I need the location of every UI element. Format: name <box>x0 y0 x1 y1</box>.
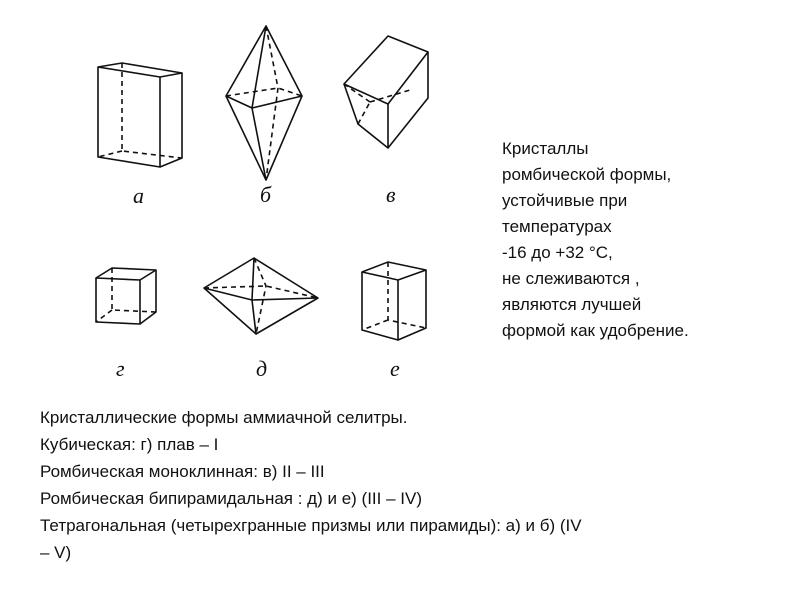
forms-list <box>40 404 780 566</box>
forms-list-item: Ромбическая моноклинная: в) II – III <box>40 462 325 481</box>
crystal-label-e: е <box>390 356 400 381</box>
crystal-label-d: д <box>256 356 268 381</box>
side-text-line: ромбической формы, <box>502 165 672 184</box>
side-text-line: являются лучшей <box>502 295 642 314</box>
forms-list-title: Кристаллические формы аммиачной селитры. <box>40 408 408 427</box>
forms-list-item: Тетрагональная (четырехгранные призмы или пирамиды): а) и б) (IV <box>40 516 582 535</box>
forms-list-item: Кубическая: г) плав – I <box>40 435 219 454</box>
side-text-line: не слеживаются , <box>502 269 640 288</box>
side-text-line: -16 до +32 °С, <box>502 243 613 262</box>
forms-list-item: Ромбическая бипирамидальная : д) и е) (III – IV) <box>40 489 422 508</box>
side-text-line: формой как удобрение. <box>502 321 689 340</box>
side-text-line: Кристаллы <box>502 139 589 158</box>
crystal-label-a: а <box>133 183 144 208</box>
side-text-line: температурах <box>502 217 612 236</box>
side-text-line: устойчивые при <box>502 191 628 210</box>
crystal-label-g: г <box>116 356 125 381</box>
crystal-label-v: в <box>386 182 396 207</box>
forms-list-item: – V) <box>40 543 72 562</box>
crystal-label-b: б <box>260 182 272 207</box>
side-description <box>502 136 792 344</box>
